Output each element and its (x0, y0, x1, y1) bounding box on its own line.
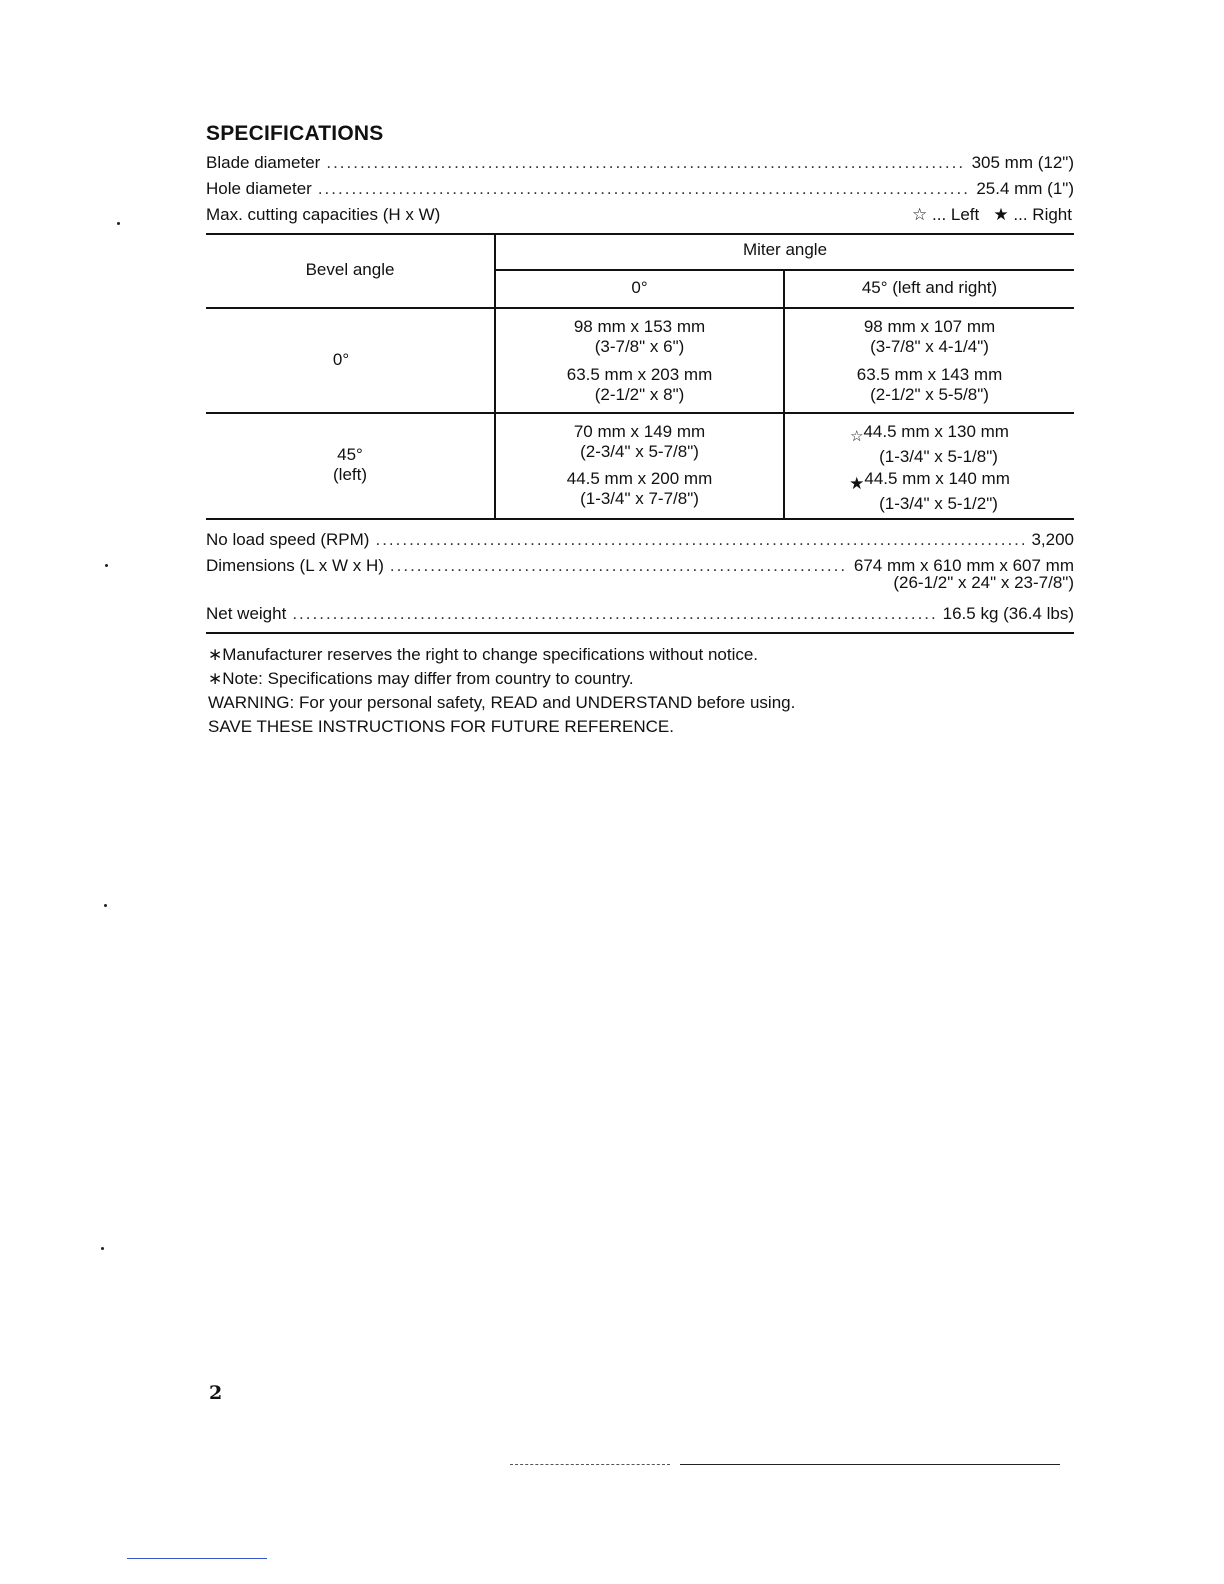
bevel-side: (left) (333, 465, 367, 484)
warning-line: WARNING: For your personal safety, READ and UNDERSTAND before using. (208, 693, 796, 712)
capacity-mm: 98 mm x 107 mm (863, 317, 996, 336)
hollow-star-icon: ☆ (912, 205, 928, 224)
scan-edge-line (680, 1464, 1060, 1465)
spec-label: No load speed (RPM) (206, 530, 370, 549)
bevel-value (206, 350, 494, 370)
capacity-cell (496, 422, 783, 462)
capacity-in: (3-7/8" x 4-1/4") (870, 337, 989, 356)
legend-right-text: ... Right (1013, 205, 1072, 224)
miter-col-45-header: 45° (left and right) (861, 278, 998, 297)
note-line: ∗Note: Specifications may differ from country to country. (208, 669, 634, 688)
spec-value: 3,200 (1031, 530, 1074, 549)
miter-col-0-header: 0° (631, 278, 648, 297)
binding-hole-mark (117, 222, 120, 225)
scan-underline (127, 1558, 267, 1559)
row-divider-rule (206, 412, 1074, 414)
spec-label: Hole diameter (206, 179, 312, 198)
table-bottom-rule (206, 518, 1074, 520)
capacity-in: (2-1/2" x 5-5/8") (870, 385, 989, 404)
spec-net-weight (206, 604, 1074, 624)
capacity-mm: 63.5 mm x 203 mm (566, 365, 713, 384)
capacity-mm (785, 422, 1074, 447)
save-instructions-line: SAVE THESE INSTRUCTIONS FOR FUTURE REFERENCE. (208, 717, 674, 736)
capacity-mm: 63.5 mm x 143 mm (856, 365, 1003, 384)
page-title: SPECIFICATIONS (206, 122, 384, 145)
spec-label: Dimensions (L x W x H) (206, 556, 384, 575)
leader-dots (292, 604, 936, 624)
binding-hole-mark (104, 904, 107, 907)
capacity-mm-text: 44.5 mm x 130 mm (863, 422, 1009, 441)
capacity-cell (496, 317, 783, 357)
filled-star-icon: ★ (993, 205, 1009, 224)
capacity-in: (3-7/8" x 6") (594, 337, 685, 356)
spec-blade-diameter (206, 153, 1074, 173)
hollow-star-icon: ☆ (850, 428, 864, 445)
capacity-cell (496, 365, 783, 405)
scan-edge-line (510, 1464, 670, 1466)
spec-no-load-speed (206, 530, 1074, 550)
note-line: ∗Manufacturer reserves the right to change specifications without notice. (208, 645, 759, 664)
capacity-in: (2-1/2" x 8") (594, 385, 685, 404)
header-bottom-rule (206, 307, 1074, 309)
leader-dots (318, 179, 971, 199)
specs-bottom-rule (206, 632, 1074, 634)
capacities-legend-row (206, 205, 1072, 225)
capacity-in: (1-3/4" x 5-1/2") (879, 494, 998, 513)
capacity-mm: 44.5 mm x 200 mm (566, 469, 713, 488)
spec-value: 16.5 kg (36.4 lbs) (942, 604, 1074, 623)
capacity-in: (1-3/4" x 5-1/8") (879, 447, 998, 466)
capacity-mm: 98 mm x 153 mm (573, 317, 706, 336)
spec-value: 25.4 mm (1") (976, 179, 1074, 198)
spec-hole-diameter (206, 179, 1074, 199)
capacity-cell (785, 365, 1074, 405)
binding-hole-mark (101, 1247, 104, 1250)
bevel-angle: 0° (332, 350, 350, 369)
capacity-mm: 70 mm x 149 mm (573, 422, 706, 441)
bevel-angle: 45° (337, 445, 363, 464)
capacity-mm-text: 44.5 mm x 140 mm (864, 469, 1010, 488)
capacities-label: Max. cutting capacities (H x W) (206, 205, 441, 224)
capacity-in: (2-3/4" x 5-7/8") (580, 442, 699, 461)
spec-dimensions-inches: (26-1/2" x 24" x 23-7/8") (893, 573, 1074, 592)
capacity-mm (785, 469, 1074, 494)
leader-dots (326, 153, 965, 173)
table-top-rule (206, 233, 1074, 235)
bevel-value (206, 445, 494, 485)
capacity-in: (1-3/4" x 7-7/8") (580, 489, 699, 508)
spec-label: Blade diameter (206, 153, 321, 172)
capacity-cell (785, 317, 1074, 357)
page-number: 2 (209, 1382, 223, 1404)
binding-hole-mark (105, 564, 108, 567)
capacity-cell (496, 469, 783, 509)
filled-star-icon: ★ (849, 474, 865, 493)
bevel-angle-header: Bevel angle (305, 260, 395, 279)
notes-block (208, 643, 795, 739)
miter-angle-header: Miter angle (742, 240, 828, 259)
spec-value: 305 mm (12") (971, 153, 1074, 172)
capacity-cell (785, 469, 1074, 514)
capacity-cell (785, 422, 1074, 467)
spec-label: Net weight (206, 604, 287, 623)
left-right-legend (912, 205, 1072, 225)
spec-value: 674 mm x 610 mm x 607 mm (853, 556, 1074, 575)
legend-left-text: ... Left (932, 205, 980, 224)
leader-dots (390, 556, 848, 576)
leader-dots (375, 530, 1025, 550)
